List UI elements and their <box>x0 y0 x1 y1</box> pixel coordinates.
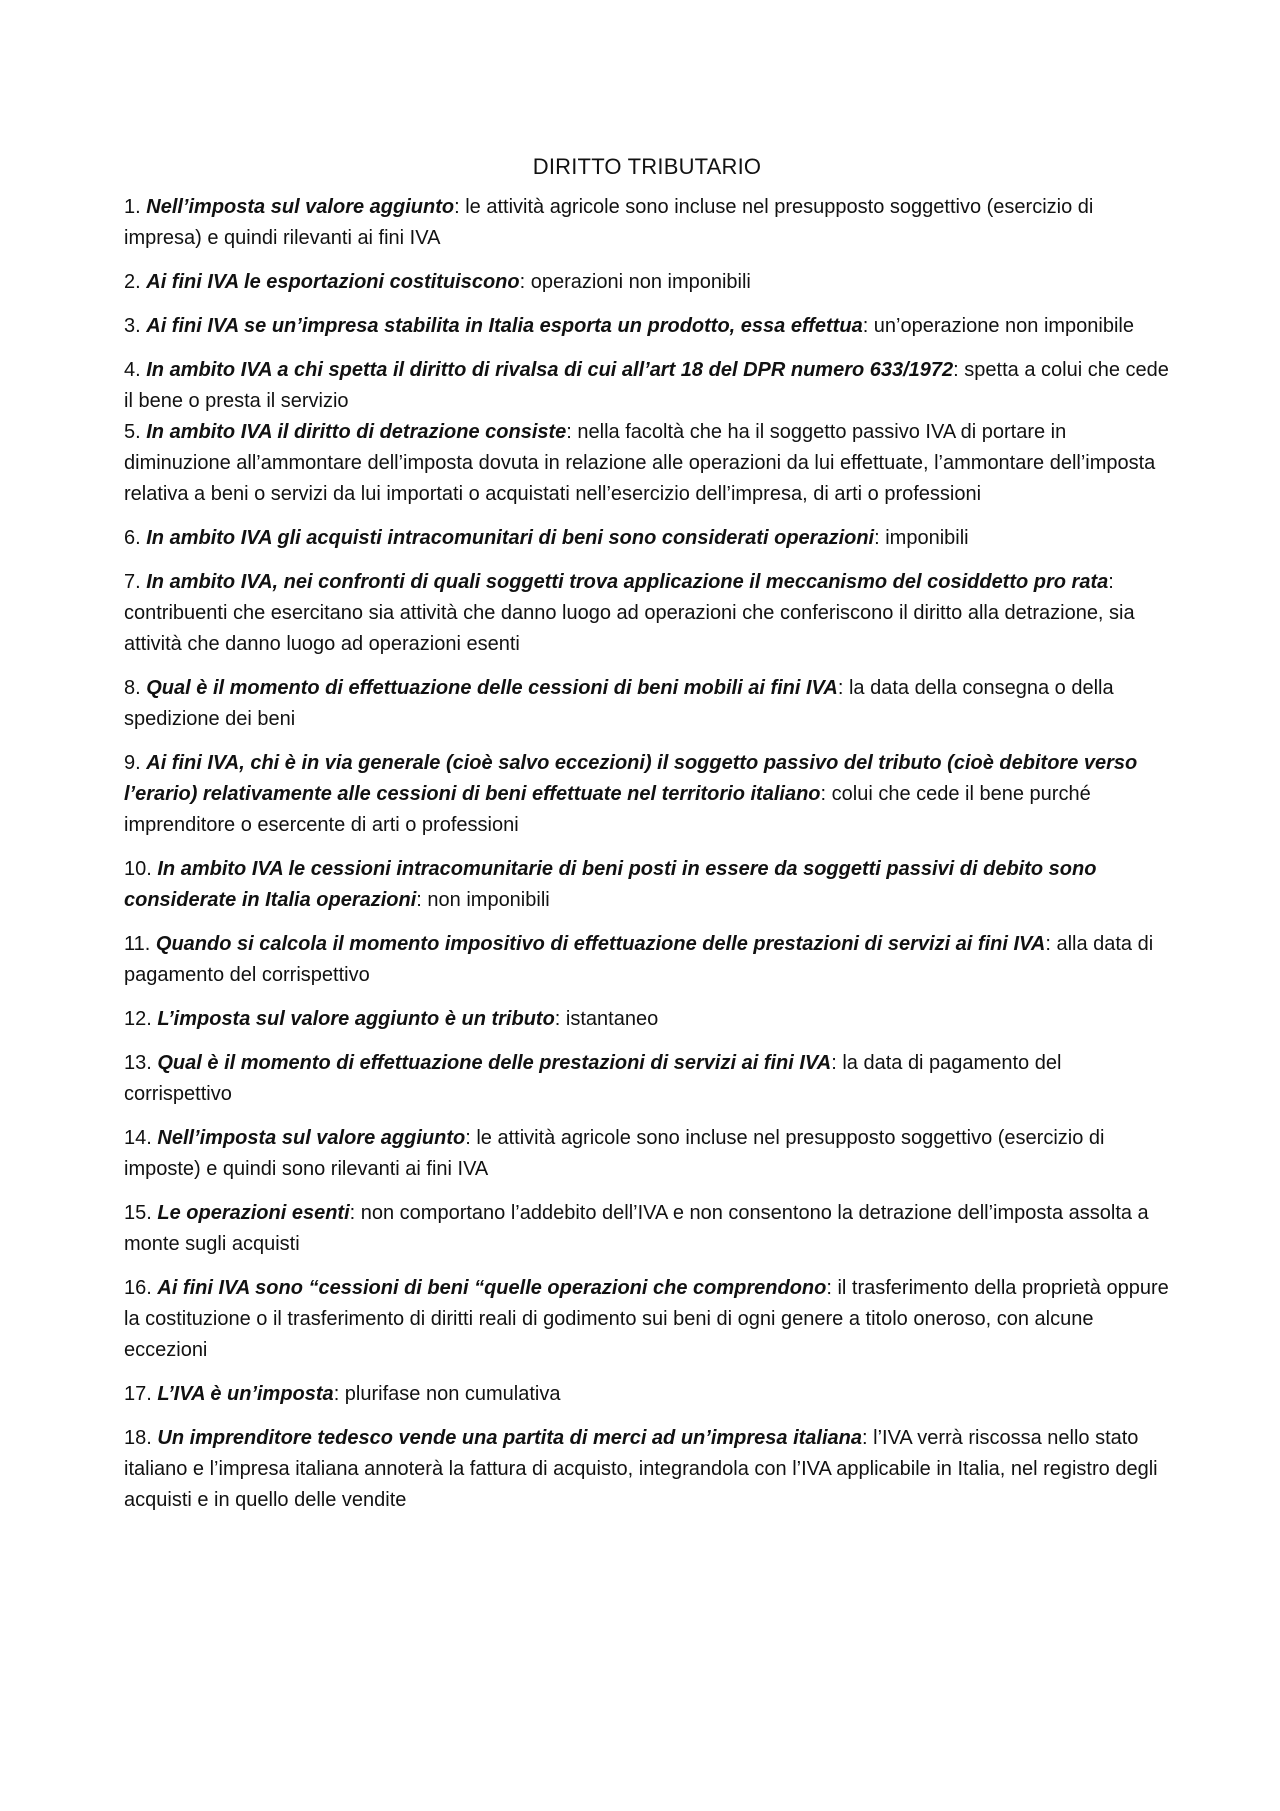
item-answer: : la data della consegna o della spedizione dei beni <box>124 677 1114 730</box>
qa-item <box>124 1379 1170 1410</box>
item-number: 7. <box>124 571 141 593</box>
qa-item <box>124 929 1170 991</box>
qa-item <box>124 355 1170 417</box>
item-answer: : plurifase non cumulativa <box>333 1383 561 1405</box>
item-answer: : le attività agricole sono incluse nel presupposto soggettivo (esercizio di impresa) e quindi rilevanti ai fini IVA <box>124 196 1094 249</box>
qa-item <box>124 1123 1170 1185</box>
document-title: DIRITTO TRIBUTARIO <box>532 154 762 179</box>
document-page <box>124 152 1170 1529</box>
item-question: In ambito IVA il diritto di detrazione consiste <box>146 421 567 443</box>
qa-list <box>124 192 1170 1516</box>
item-answer: : operazioni non imponibili <box>519 271 751 293</box>
item-answer: : istantaneo <box>554 1008 659 1030</box>
qa-item <box>124 1198 1170 1260</box>
item-answer: : spetta a colui che cede il bene o presta il servizio <box>124 359 1169 412</box>
qa-item <box>124 1423 1170 1516</box>
qa-item <box>124 1004 1170 1035</box>
item-number: 17. <box>124 1383 152 1405</box>
item-number: 14. <box>124 1127 152 1149</box>
item-question: L’IVA è un’imposta <box>157 1383 334 1405</box>
item-answer: : alla data di pagamento del corrispettivo <box>124 933 1154 986</box>
item-number: 4. <box>124 359 141 381</box>
item-question: Quando si calcola il momento impositivo di effettuazione delle prestazioni di servizi ai fini IVA <box>155 933 1046 955</box>
item-answer: : il trasferimento della proprietà oppure la costituzione o il trasferimento di diritti reali di godimento sui beni di ogni genere a titolo oneroso, con alcune eccezioni <box>124 1277 1169 1361</box>
item-question: L’imposta sul valore aggiunto è un tributo <box>157 1008 555 1030</box>
item-question: Nell’imposta sul valore aggiunto <box>146 196 455 218</box>
item-question: Ai fini IVA le esportazioni costituiscono <box>146 271 520 293</box>
item-number: 5. <box>124 421 141 443</box>
item-answer: : nella facoltà che ha il soggetto passivo IVA di portare in diminuzione all’ammontare dell’imposta dovuta in relazione alle operazioni da lui effettuate, l’ammontare dell’imposta relativa a beni o servizi da lui importati o acquistati nell’esercizio dell’impresa, di arti o professioni <box>124 421 1156 505</box>
item-question: Le operazioni esenti <box>157 1202 350 1224</box>
item-number: 15. <box>124 1202 152 1224</box>
qa-item <box>124 1273 1170 1366</box>
qa-item <box>124 567 1170 660</box>
item-number: 6. <box>124 527 141 549</box>
item-question: Qual è il momento di effettuazione delle cessioni di beni mobili ai fini IVA <box>146 677 838 699</box>
item-answer: : la data di pagamento del corrispettivo <box>124 1052 1062 1105</box>
item-number: 13. <box>124 1052 152 1074</box>
item-question: In ambito IVA a chi spetta il diritto di rivalsa di cui all’art 18 del DPR numero 633/1972 <box>146 359 954 381</box>
qa-item <box>124 192 1170 254</box>
item-number: 11. <box>124 933 151 955</box>
item-answer: : le attività agricole sono incluse nel presupposto soggettivo (esercizio di imposte) e quindi sono rilevanti ai fini IVA <box>124 1127 1105 1180</box>
item-answer: : un’operazione non imponibile <box>862 315 1134 337</box>
item-answer: : non imponibili <box>416 889 550 911</box>
qa-item <box>124 267 1170 298</box>
qa-item <box>124 417 1170 510</box>
item-question: In ambito IVA le cessioni intracomunitarie di beni posti in essere da soggetti passivi di debito sono considerate in Italia operazioni <box>124 858 1097 911</box>
item-question: Qual è il momento di effettuazione delle prestazioni di servizi ai fini IVA <box>157 1052 832 1074</box>
item-number: 2. <box>124 271 141 293</box>
item-answer: : l’IVA verrà riscossa nello stato italiano e l’impresa italiana annoterà la fattura di acquisto, integrandola con l’IVA applicabile in Italia, nel registro degli acquisti e in quello delle vendite <box>124 1427 1158 1511</box>
item-question: Ai fini IVA sono “cessioni di beni “quelle operazioni che comprendono <box>157 1277 827 1299</box>
item-number: 10. <box>124 858 152 880</box>
item-number: 16. <box>124 1277 152 1299</box>
item-number: 18. <box>124 1427 152 1449</box>
qa-item <box>124 1048 1170 1110</box>
qa-item <box>124 673 1170 735</box>
item-question: Nell’imposta sul valore aggiunto <box>157 1127 466 1149</box>
item-number: 1. <box>124 196 141 218</box>
qa-item <box>124 854 1170 916</box>
item-question: Un imprenditore tedesco vende una partita di merci ad un’impresa italiana <box>157 1427 863 1449</box>
item-number: 3. <box>124 315 141 337</box>
item-question: In ambito IVA, nei confronti di quali soggetti trova applicazione il meccanismo del cosiddetto pro rata <box>146 571 1109 593</box>
item-answer: : non comportano l’addebito dell’IVA e non consentono la detrazione dell’imposta assolta a monte sugli acquisti <box>124 1202 1149 1255</box>
item-question: Ai fini IVA, chi è in via generale (cioè salvo eccezioni) il soggetto passivo del tributo (cioè debitore verso l’erario) relativamente alle cessioni di beni effettuate nel territorio italiano <box>124 752 1138 805</box>
item-answer: : colui che cede il bene purché imprenditore o esercente di arti o professioni <box>124 783 1091 836</box>
item-number: 8. <box>124 677 141 699</box>
item-answer: : contribuenti che esercitano sia attività che danno luogo ad operazioni che conferiscono il diritto alla detrazione, sia attività che danno luogo ad operazioni esenti <box>124 571 1135 655</box>
qa-item <box>124 748 1170 841</box>
item-question: In ambito IVA gli acquisti intracomunitari di beni sono considerati operazioni <box>146 527 875 549</box>
item-question: Ai fini IVA se un’impresa stabilita in Italia esporta un prodotto, essa effettua <box>146 315 863 337</box>
qa-item <box>124 523 1170 554</box>
qa-item <box>124 311 1170 342</box>
item-number: 9. <box>124 752 141 774</box>
item-answer: : imponibili <box>874 527 969 549</box>
item-number: 12. <box>124 1008 152 1030</box>
